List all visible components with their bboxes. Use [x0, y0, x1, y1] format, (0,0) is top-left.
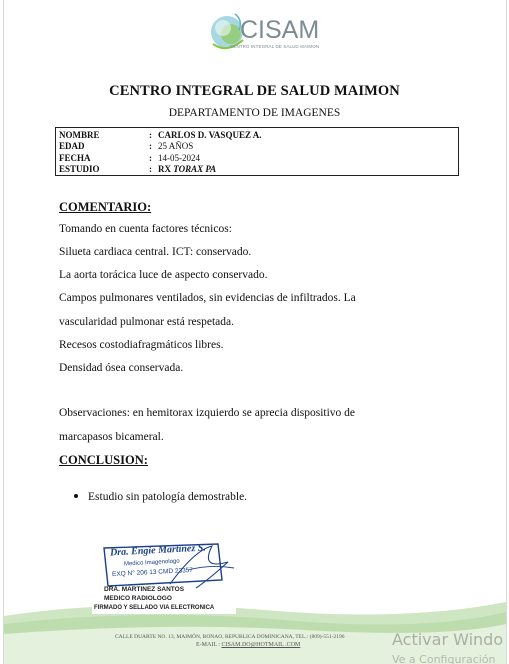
department-name: DEPARTAMENTO DE IMAGENES [168, 107, 341, 119]
patient-row-age [59, 141, 455, 153]
info-colon: : [149, 152, 152, 163]
patient-info-box [55, 127, 459, 176]
footer-email-line [196, 642, 300, 648]
comment-line: Recesos costodiafragmáticos libres. [59, 339, 224, 351]
info-label: ESTUDIO [59, 164, 100, 175]
conclusion-item: Estudio sin patología demostrable. [88, 491, 248, 503]
comment-line: La aorta torácica luce de aspecto conservado. [59, 269, 268, 281]
document-title: CENTRO INTEGRAL DE SALUD MAIMON [109, 83, 400, 99]
patient-age-value: 25 AÑOS [158, 141, 194, 152]
signer-name: DRA. MARTINEZ SANTOS [104, 586, 185, 593]
observation-line: Observaciones: en hemitorax izquierdo se aprecia dispositivo de [59, 407, 356, 419]
stamp-doctor-role: Medico Imagenologo [123, 558, 180, 568]
bullet-dot [74, 494, 78, 498]
comment-line: Campos pulmonares ventilados, sin evidencias de infiltrados. La [59, 292, 356, 304]
info-label: EDAD [59, 141, 85, 152]
study-type-prefix: RX [158, 164, 174, 175]
patient-name-value: CARLOS D. VASQUEZ A. [158, 129, 262, 140]
comentario-heading: COMENTARIO: [59, 200, 152, 214]
logo-subtitle: CENTRO INTEGRAL DE SALUD MAIMON [230, 44, 320, 49]
study-type-italic: TORAX PA [173, 164, 217, 175]
electronic-signature-note: FIRMADO Y SELLADO VIA ELECTRONICA [92, 603, 236, 614]
windows-activation-watermark: Activar Windo [392, 630, 504, 649]
stamp-doctor-name: Dra. Engie Martinez S. [109, 542, 207, 559]
signer-block [104, 585, 184, 603]
study-type-value [158, 164, 455, 174]
patient-row-study [59, 164, 455, 176]
logo-wordmark: CISAM [240, 16, 320, 44]
footer-address: CALLE DUARTE NO. 13, MAIMÓN, BONAO, REPUBLICA DOMINICANA, TEL.: (809)-551-2196 [115, 634, 345, 640]
windows-activation-watermark-sub: Ve a Configuración [392, 653, 496, 664]
comment-line: Tomando en cuenta factores técnicos: [59, 223, 232, 235]
info-label: NOMBRE [59, 129, 100, 140]
info-colon: : [149, 129, 152, 140]
signer-role: MEDICO RADIOLOGO [104, 595, 172, 602]
comment-line: Silueta cardiaca central. ICT: conservado. [59, 246, 252, 258]
comment-line: Densidad ósea conservada. [59, 362, 184, 374]
footer-email-label: E-MAIL : [196, 642, 222, 648]
observation-line: marcapasos bicameral. [59, 431, 164, 443]
stamp-exequatur: EXQ N° 206 13 CMD 23357 [111, 566, 194, 579]
patient-row-name [59, 129, 455, 141]
conclusion-heading: CONCLUSION: [59, 453, 148, 467]
footer-email-link[interactable]: CISAM.DO@HOTMAIL .COM [221, 642, 301, 648]
study-date-value: 14-05-2024 [158, 152, 200, 163]
info-colon: : [149, 141, 152, 152]
comment-line: vascularidad pulmonar está respetada. [59, 316, 234, 328]
info-colon: : [149, 164, 152, 175]
patient-row-date [59, 152, 455, 164]
info-label: FECHA [59, 152, 91, 163]
